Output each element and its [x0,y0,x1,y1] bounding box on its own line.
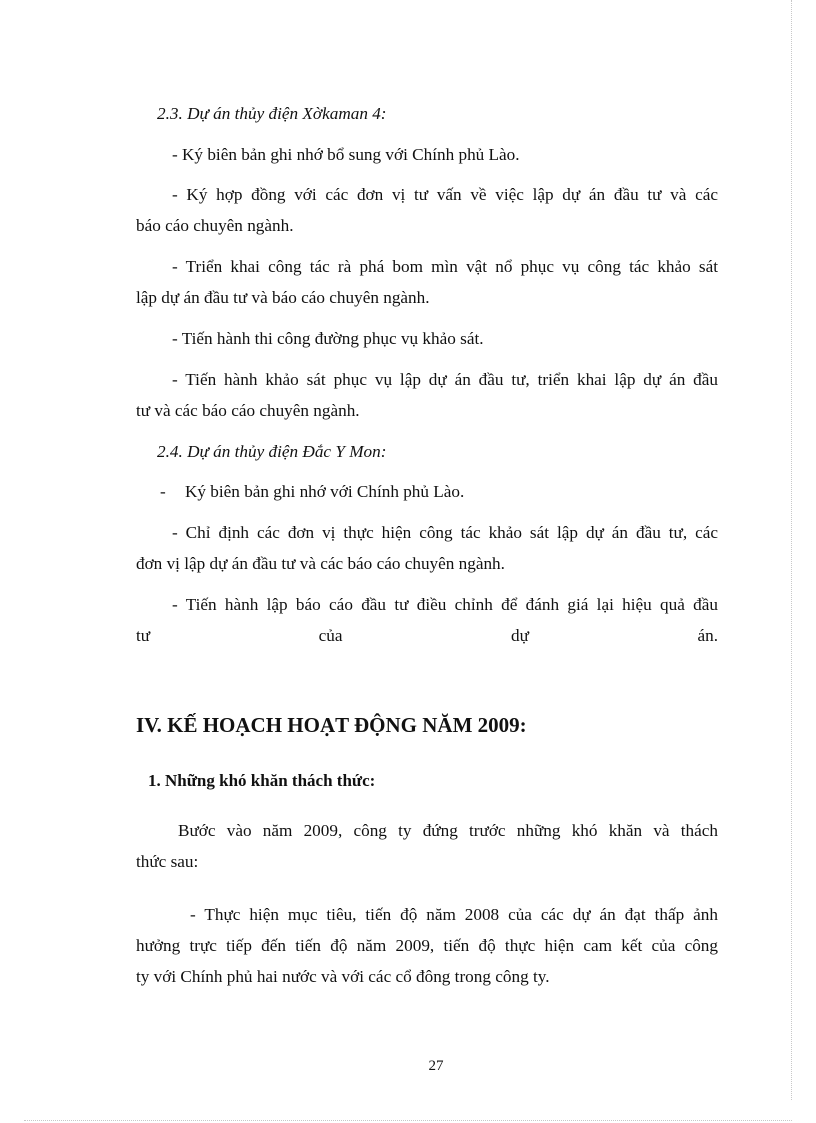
section-iv-para-line-3: ty với Chính phủ hai nước và với các cổ đông trong công ty. [136,967,550,986]
section-2-3-item-4: - Tiến hành thi công đường phục vụ khảo sát. [172,329,484,348]
section-iv-heading: IV. KẾ HOẠCH HOẠT ĐỘNG NĂM 2009: [136,713,527,737]
section-2-3-item-3-line-2: lập dự án đầu tư và báo cáo chuyên ngành. [136,288,430,307]
section-2-4-item-3-line-2: tư của dự án. [136,626,718,645]
section-2-4-title: 2.4. Dự án thủy điện Đắc Y Mon: [157,442,387,461]
section-2-3-title: 2.3. Dự án thủy điện Xờkaman 4: [157,104,387,123]
section-2-3-item-2-line-2: báo cáo chuyên ngành. [136,216,294,235]
section-2-3-item-2-line-1: - Ký hợp đồng với các đơn vị tư vấn về việc lập dự án đầu tư và các [172,185,718,204]
section-2-3-item-5-line-2: tư và các báo cáo chuyên ngành. [136,401,360,420]
section-2-4-item-3-line-1: - Tiến hành lập báo cáo đầu tư điều chỉnh để đánh giá lại hiệu quả đầu [172,595,718,614]
section-iv-para-line-1: - Thực hiện mục tiêu, tiến độ năm 2008 của các dự án đạt thấp ảnh [190,905,718,924]
section-2-3-item-1: - Ký biên bản ghi nhớ bổ sung với Chính phủ Lào. [172,145,520,164]
page-edge-right-divider [791,0,792,1100]
section-iv-intro-line-2: thức sau: [136,852,199,871]
section-2-3-item-3-line-1: - Triển khai công tác rà phá bom mìn vật nổ phục vụ công tác khảo sát [172,257,718,276]
section-2-3-item-5-line-1: - Tiến hành khảo sát phục vụ lập dự án đầu tư, triển khai lập dự án đầu [172,370,718,389]
section-iv-subheading: 1. Những khó khăn thách thức: [148,771,376,790]
section-2-4-item-2-line-2: đơn vị lập dự án đầu tư và các báo cáo chuyên ngành. [136,554,505,573]
page-number: 27 [428,1058,444,1074]
section-2-4-item-1-dash: - [160,482,166,501]
section-iv-para-line-2: hưởng trực tiếp đến tiến độ năm 2009, tiến độ thực hiện cam kết của công [136,936,718,955]
section-2-4-item-2-line-1: - Chỉ định các đơn vị thực hiện công tác khảo sát lập dự án đầu tư, các [172,523,718,542]
page-edge-bottom-divider [24,1120,792,1121]
section-iv-intro-line-1: Bước vào năm 2009, công ty đứng trước những khó khăn và thách [178,821,718,840]
section-2-4-item-1: Ký biên bản ghi nhớ với Chính phủ Lào. [185,482,465,501]
